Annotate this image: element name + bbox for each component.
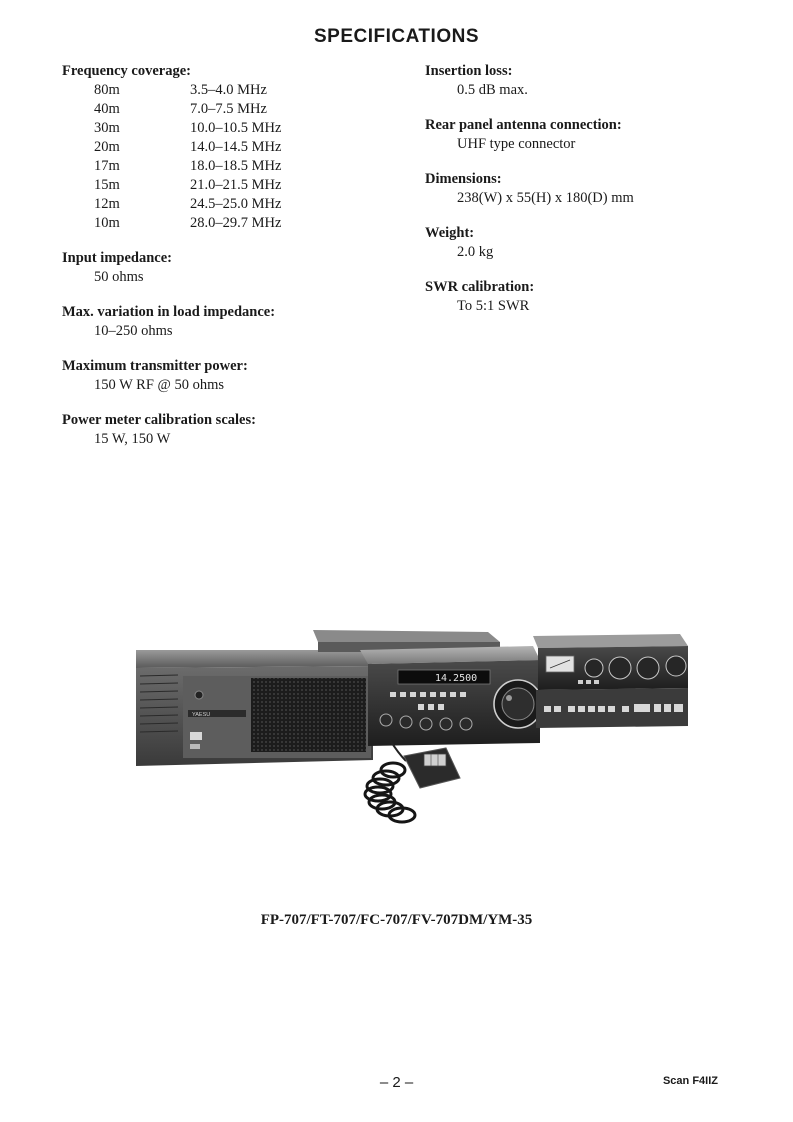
spec-value: 2.0 kg: [457, 244, 494, 260]
spec-label: Weight:: [425, 225, 475, 241]
band-name: 15m: [94, 177, 120, 193]
hand-microphone: [365, 740, 460, 822]
spec-label: Insertion loss:: [425, 63, 513, 79]
spec-load-variation: [62, 303, 392, 341]
spec-label: Rear panel antenna connection:: [425, 117, 622, 133]
equipment-photo: [128, 628, 690, 828]
scan-credit: Scan F4IIZ: [662, 1075, 718, 1087]
photo-caption: FP-707/FT-707/FC-707/FV-707DM/YM-35: [260, 912, 533, 928]
power-supply-unit: [136, 650, 373, 766]
band-name: 30m: [94, 120, 120, 136]
spec-value: 150 W RF @ 50 ohms: [94, 377, 225, 393]
band-row: [94, 195, 281, 214]
band-range: 7.0–7.5 MHz: [190, 101, 267, 117]
spec-input-impedance: [62, 249, 392, 287]
band-range: 28.0–29.7 MHz: [190, 215, 282, 231]
brand-label: YAESU: [192, 712, 211, 718]
spec-value: UHF type connector: [457, 136, 576, 152]
spec-label: SWR calibration:: [425, 279, 535, 295]
page-number: – 2 –: [379, 1074, 414, 1091]
specs-left-column: [62, 62, 392, 465]
band-row: [94, 138, 281, 157]
frequency-display: 14.2500: [435, 673, 478, 684]
spec-antenna-connection: [425, 116, 755, 154]
spec-label: Frequency coverage:: [62, 63, 191, 79]
spec-value: 50 ohms: [94, 269, 144, 285]
frequency-band-table: [94, 81, 281, 233]
specs-right-column: [425, 62, 755, 332]
external-vfo-unit: [533, 634, 688, 728]
spec-label: Max. variation in load impedance:: [62, 304, 276, 320]
spec-label: Dimensions:: [425, 171, 502, 187]
band-name: 80m: [94, 82, 120, 98]
band-name: 20m: [94, 139, 120, 155]
spec-value: 15 W, 150 W: [94, 431, 171, 447]
spec-frequency-coverage: [62, 62, 392, 233]
spec-dimensions: [425, 170, 755, 208]
spec-label: Power meter calibration scales:: [62, 412, 256, 428]
spec-swr-calibration: [425, 278, 755, 316]
band-range: 21.0–21.5 MHz: [190, 177, 282, 193]
transceiver-unit: [360, 646, 542, 746]
band-row: [94, 81, 281, 100]
spec-max-power: [62, 357, 392, 395]
spec-value: 10–250 ohms: [94, 323, 173, 339]
band-name: 10m: [94, 215, 120, 231]
spec-value: 238(W) x 55(H) x 180(D) mm: [457, 190, 634, 206]
spec-label: Maximum transmitter power:: [62, 358, 248, 374]
band-row: [94, 157, 281, 176]
band-range: 3.5–4.0 MHz: [190, 82, 267, 98]
band-row: [94, 176, 281, 195]
band-row: [94, 100, 281, 119]
spec-insertion-loss: [425, 62, 755, 100]
spec-label: Input impedance:: [62, 250, 172, 266]
page-title: SPECIFICATIONS: [314, 26, 479, 47]
band-range: 18.0–18.5 MHz: [190, 158, 282, 174]
spec-power-scales: [62, 411, 392, 449]
band-row: [94, 119, 281, 138]
band-row: [94, 214, 281, 233]
spec-weight: [425, 224, 755, 262]
spec-value: To 5:1 SWR: [457, 298, 530, 314]
spec-value: 0.5 dB max.: [457, 82, 528, 98]
band-range: 24.5–25.0 MHz: [190, 196, 282, 212]
band-name: 12m: [94, 196, 120, 212]
band-range: 14.0–14.5 MHz: [190, 139, 282, 155]
band-name: 40m: [94, 101, 120, 117]
band-range: 10.0–10.5 MHz: [190, 120, 282, 136]
band-name: 17m: [94, 158, 120, 174]
